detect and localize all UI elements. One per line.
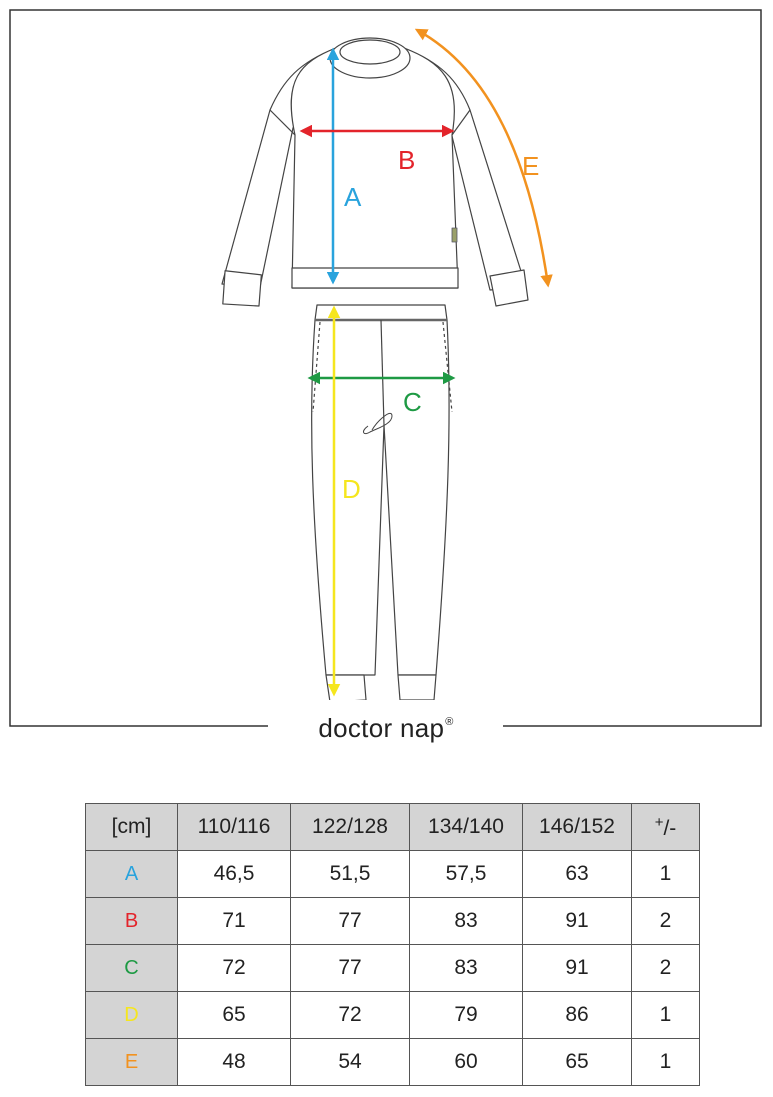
- right-pants-cuff: [398, 675, 436, 700]
- left-cuff: [221, 269, 263, 308]
- table-cell: 91: [523, 898, 632, 945]
- table-cell: 72: [291, 992, 410, 1039]
- table-cell: 91: [523, 945, 632, 992]
- unit-header: [cm]: [86, 804, 178, 851]
- pants-body: [312, 305, 449, 675]
- table-cell: 77: [291, 945, 410, 992]
- measure-d-label: D: [342, 474, 361, 504]
- table-cell: 60: [410, 1039, 523, 1086]
- table-cell: 71: [178, 898, 291, 945]
- table-cell: 51,5: [291, 851, 410, 898]
- table-cell: 83: [410, 898, 523, 945]
- table-cell: 57,5: [410, 851, 523, 898]
- table-row: [86, 992, 700, 1039]
- table-cell: 77: [291, 898, 410, 945]
- sweatshirt-body: [291, 48, 458, 288]
- table-cell: 79: [410, 992, 523, 1039]
- tolerance-cell: 2: [632, 898, 700, 945]
- side-tag: [452, 228, 457, 242]
- size-header: 134/140: [410, 804, 523, 851]
- table-cell: 65: [523, 1039, 632, 1086]
- tolerance-cell: 1: [632, 851, 700, 898]
- row-label: A: [86, 851, 178, 898]
- pants-drawing: [312, 305, 452, 702]
- table-row: [86, 1039, 700, 1086]
- tolerance-cell: 1: [632, 1039, 700, 1086]
- table-cell: 54: [291, 1039, 410, 1086]
- table-row: [86, 945, 700, 992]
- size-header: 110/116: [178, 804, 291, 851]
- table-cell: 86: [523, 992, 632, 1039]
- measure-b-label: B: [398, 145, 416, 175]
- size-header: 146/152: [523, 804, 632, 851]
- tolerance-plus: +: [654, 813, 664, 831]
- measure-e-label: E: [522, 151, 540, 181]
- table-cell: 48: [178, 1039, 291, 1086]
- table-header-row: [86, 804, 700, 851]
- size-header: 122/128: [291, 804, 410, 851]
- tolerance-header: [632, 804, 700, 851]
- table-row: [86, 898, 700, 945]
- tolerance-minus: /-: [663, 816, 677, 840]
- row-label: B: [86, 898, 178, 945]
- measure-c-label: C: [403, 387, 422, 417]
- sweatshirt-drawing: [221, 38, 528, 308]
- table-cell: 46,5: [178, 851, 291, 898]
- table-cell: 83: [410, 945, 523, 992]
- brand-name: doctor nap: [318, 713, 445, 743]
- sweatshirt-hem: [292, 268, 458, 288]
- right-cuff: [490, 270, 528, 306]
- brand-registered-mark: ®: [445, 716, 454, 728]
- row-label: E: [86, 1039, 178, 1086]
- row-label: D: [86, 992, 178, 1039]
- row-label: C: [86, 945, 178, 992]
- table-row: [86, 851, 700, 898]
- left-pants-cuff: [326, 675, 366, 702]
- tolerance-cell: 2: [632, 945, 700, 992]
- neckline-inner: [340, 40, 400, 64]
- table-cell: 63: [523, 851, 632, 898]
- size-table: [85, 803, 700, 1086]
- measure-a-label: A: [344, 182, 362, 212]
- brand-logo: [270, 700, 502, 744]
- table-cell: 65: [178, 992, 291, 1039]
- tolerance-cell: 1: [632, 992, 700, 1039]
- table-cell: 72: [178, 945, 291, 992]
